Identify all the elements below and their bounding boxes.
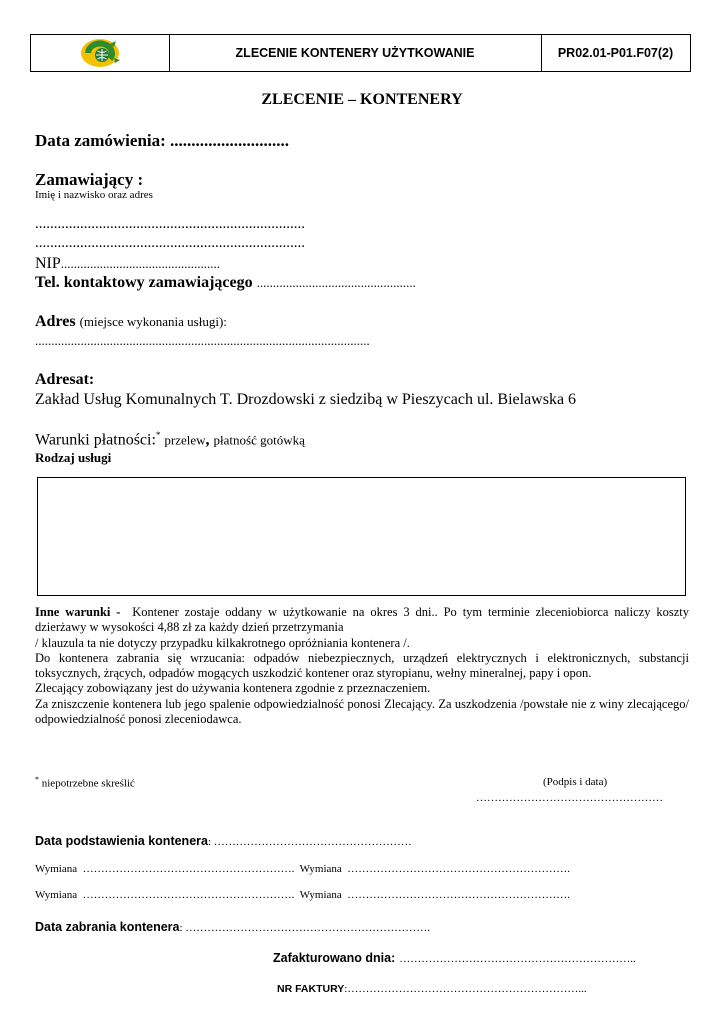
- phone-field[interactable]: .................................................: [256, 275, 416, 290]
- payment-option-transfer[interactable]: przelew: [164, 432, 206, 448]
- service-type-label: Rodzaj usługi: [35, 450, 112, 465]
- exchange-row-2: [35, 889, 570, 901]
- payment-star: *: [155, 430, 161, 440]
- exchange-row-1: [35, 863, 570, 875]
- pickup-label: Data zabrania kontenera: [35, 920, 180, 934]
- invoiced-label: Zafakturowano dnia:: [273, 951, 396, 965]
- signature-label: (Podpis i data): [543, 776, 608, 788]
- company-logo-icon: [74, 36, 126, 70]
- nip-field[interactable]: .................................................: [60, 256, 221, 271]
- signature-field[interactable]: ……………………………………………: [476, 792, 663, 804]
- address-label: Adres: [35, 313, 76, 330]
- client-hint: Imię i nazwisko oraz adres: [35, 189, 153, 201]
- client-line-2[interactable]: ........................................................................: [35, 235, 305, 251]
- footnote-text: niepotrzebne skreślić: [41, 777, 135, 790]
- order-date-field[interactable]: ............................: [170, 131, 290, 150]
- client-line-1[interactable]: ........................................................................: [35, 216, 305, 232]
- nip-row: [35, 255, 220, 273]
- address-row: [35, 313, 227, 331]
- other-conditions: [35, 605, 689, 727]
- doc-title-cell: [169, 35, 542, 71]
- client-label: Zamawiający :: [35, 170, 144, 189]
- invoice-number-field[interactable]: :………………………………………………………...: [344, 983, 587, 995]
- doc-title: ZLECENIE KONTENERY UŻYTKOWANIE: [235, 46, 475, 60]
- exchange-label: Wymiana: [299, 863, 342, 875]
- payment-label: Warunki płatności:: [35, 431, 156, 449]
- pickup-field[interactable]: : ………………………………………………………….: [179, 922, 431, 934]
- footnote-star: *: [35, 775, 39, 784]
- exchange-field[interactable]: …………………………………………………….: [347, 889, 571, 901]
- doc-code: PR02.01-P01.F07(2): [557, 46, 674, 60]
- exchange-field[interactable]: ………………………………………………….: [82, 889, 295, 901]
- page-title: ZLECENIE – KONTENERY: [261, 91, 463, 108]
- recipient-text: Zakład Usług Komunalnych T. Drozdowski z siedzibą w Pieszycach ul. Bielawska 6: [35, 391, 577, 408]
- order-date-label: Data zamówienia:: [35, 131, 166, 150]
- other-conditions-p3: Do kontenera zabrania się wrzucania: odpadów niebezpiecznych, urządzeń elektrycznych i elektronicznych, substancji toksycznych, żrących, odpadów mogących uszkodzić kontener oraz styropianu, wełny mineralnej, papy i opon.: [35, 650, 689, 681]
- delivery-field[interactable]: : ………………………………………………: [207, 836, 412, 848]
- phone-label: Tel. kontaktowy zamawiającego: [35, 274, 253, 291]
- address-field[interactable]: .......................................................................................................: [35, 333, 370, 348]
- delivery-row: [35, 832, 412, 850]
- service-type-box[interactable]: [37, 477, 686, 596]
- phone-row: [35, 274, 416, 292]
- invoiced-row: [273, 949, 636, 967]
- address-hint: (miejsce wykonania usługi):: [79, 314, 227, 329]
- doc-code-cell: [541, 35, 690, 71]
- exchange-field[interactable]: …………………………………………………….: [347, 863, 571, 875]
- document-header: [30, 34, 691, 72]
- other-conditions-p1: Kontener zostaje oddany w użytkowanie na okres 3 dni.. Po tym terminie zleceniobiorca naliczy koszty dzierżawy w wysokości 4,88 zł za każdy dzień przetrzymania: [35, 605, 689, 635]
- exchange-field[interactable]: ………………………………………………….: [82, 863, 295, 875]
- other-conditions-p5: Za zniszczenie kontenera lub jego spalenie odpowiedzialność ponosi Zlecający. Za uszkodzenia /powstałe nie z winy zlecającego/ odpowiedzialność ponosi zleceniodawca.: [35, 696, 689, 727]
- other-conditions-label: Inne warunki -: [35, 605, 121, 619]
- invoice-number-row: [277, 979, 587, 997]
- exchange-label: Wymiana: [299, 889, 342, 901]
- order-date: [35, 131, 289, 151]
- footnote: [35, 775, 135, 790]
- payment-separator: ,: [205, 431, 210, 449]
- exchange-label: Wymiana: [35, 889, 78, 901]
- logo-cell: [31, 35, 170, 71]
- payment-row: [35, 430, 305, 449]
- nip-label: NIP: [35, 255, 61, 272]
- other-conditions-p4: Zlecający zobowiązany jest do używania kontenera zgodnie z przeznaczeniem.: [35, 681, 431, 696]
- payment-option-cash[interactable]: płatność gotówką: [213, 432, 305, 448]
- exchange-label: Wymiana: [35, 863, 78, 875]
- other-conditions-p2: / klauzula ta nie dotyczy przypadku kilkakrotnego opróżniania kontenera /.: [35, 635, 410, 650]
- invoice-number-label: NR FAKTURY: [277, 983, 345, 995]
- recipient-label: Adresat:: [35, 371, 95, 388]
- invoiced-field[interactable]: ………………………………………………………..: [399, 953, 636, 965]
- delivery-label: Data podstawienia kontenera: [35, 834, 208, 848]
- pickup-row: [35, 918, 430, 936]
